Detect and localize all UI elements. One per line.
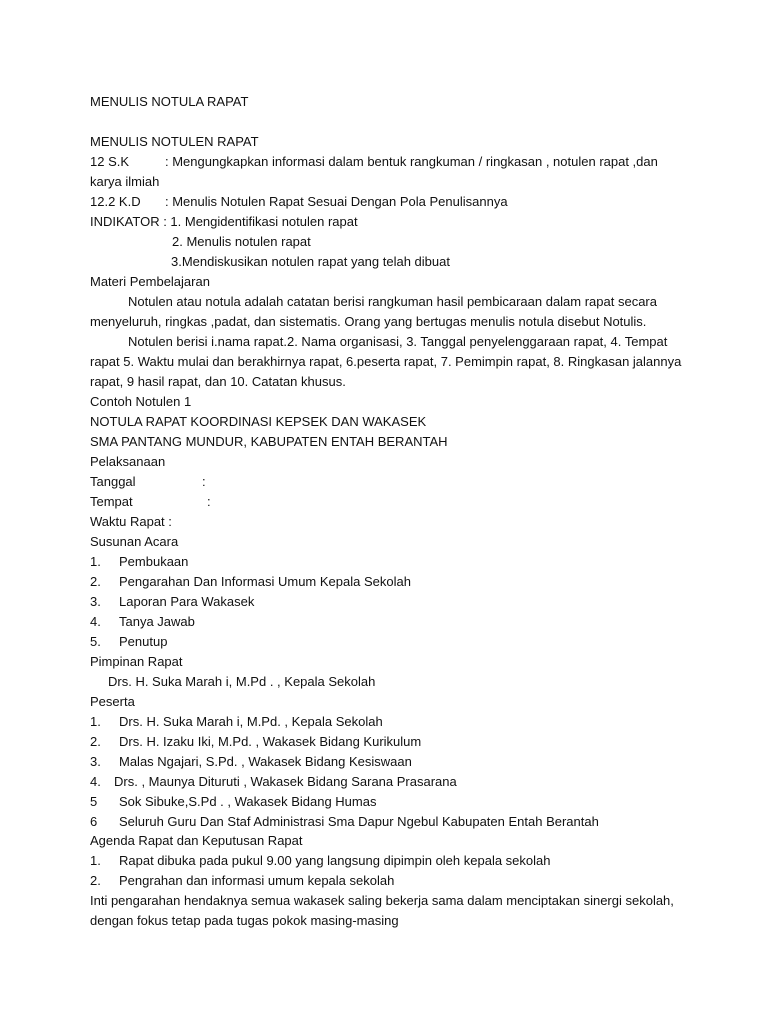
materi-p1-line2: menyeluruh, ringkas ,padat, dan sistematis. Orang yang bertugas menulis notula disebut Notulis. bbox=[90, 314, 647, 329]
susunan-heading: Susunan Acara bbox=[90, 534, 179, 549]
list-text: Drs. H. Suka Marah i, M.Pd. , Kepala Sekolah bbox=[119, 714, 383, 729]
list-item bbox=[90, 734, 422, 750]
list-item bbox=[90, 794, 377, 810]
tempat-field bbox=[90, 494, 211, 510]
list-text: Tanya Jawab bbox=[119, 614, 195, 629]
list-text: Malas Ngajari, S.Pd. , Wakasek Bidang Kesiswaan bbox=[119, 754, 412, 769]
notula-title-2: SMA PANTANG MUNDUR, KABUPATEN ENTAH BERANTAH bbox=[90, 434, 448, 449]
list-text: Pembukaan bbox=[119, 554, 189, 569]
list-number: 2. bbox=[90, 574, 101, 589]
list-text: Pengarahan Dan Informasi Umum Kepala Sekolah bbox=[119, 574, 411, 589]
tanggal-label: Tanggal bbox=[90, 474, 136, 489]
list-item bbox=[90, 554, 189, 570]
list-item bbox=[90, 574, 411, 590]
list-number: 6 bbox=[90, 814, 98, 829]
list-number: 1. bbox=[90, 853, 101, 868]
waktu-field: Waktu Rapat : bbox=[90, 514, 172, 529]
list-text: Sok Sibuke,S.Pd . , Wakasek Bidang Humas bbox=[119, 794, 377, 809]
document-title: MENULIS NOTULA RAPAT bbox=[90, 94, 249, 109]
materi-p1-line1: Notulen atau notula adalah catatan berisi rangkuman hasil pembicaraan dalam rapat secara bbox=[128, 294, 657, 309]
indikator-line-3: 3.Mendiskusikan notulen rapat yang telah dibuat bbox=[171, 254, 450, 269]
materi-p2-line1: Notulen berisi i.nama rapat.2. Nama organisasi, 3. Tanggal penyelenggaraan rapat, 4. Tempat bbox=[128, 334, 668, 349]
list-item bbox=[90, 814, 599, 830]
list-number: 1. bbox=[90, 714, 101, 729]
materi-heading: Materi Pembelajaran bbox=[90, 274, 210, 289]
tempat-colon: : bbox=[207, 494, 211, 509]
list-item bbox=[90, 594, 255, 610]
sk-continuation: karya ilmiah bbox=[90, 174, 160, 189]
list-number: 3. bbox=[90, 594, 101, 609]
materi-p2-line3: rapat, 9 hasil rapat, dan 10. Catatan khusus. bbox=[90, 374, 346, 389]
list-text: Rapat dibuka pada pukul 9.00 yang langsung dipimpin oleh kepala sekolah bbox=[119, 853, 551, 868]
inti-line-2: dengan fokus tetap pada tugas pokok masing-masing bbox=[90, 913, 399, 928]
list-text: Penutup bbox=[119, 634, 168, 649]
list-item bbox=[90, 754, 412, 770]
list-item bbox=[90, 873, 395, 889]
list-item bbox=[90, 853, 551, 869]
contoh-label: Contoh Notulen 1 bbox=[90, 394, 192, 409]
list-item bbox=[90, 774, 457, 790]
sk-code: 12 S.K bbox=[90, 154, 130, 169]
list-text: Drs. H. Izaku Iki, M.Pd. , Wakasek Bidang Kurikulum bbox=[119, 734, 422, 749]
list-text: Laporan Para Wakasek bbox=[119, 594, 255, 609]
list-number: 4. bbox=[90, 774, 101, 789]
sk-text: : Mengungkapkan informasi dalam bentuk rangkuman / ringkasan , notulen rapat ,dan bbox=[165, 154, 658, 169]
materi-p2-line2: rapat 5. Waktu mulai dan berakhirnya rapat, 6.peserta rapat, 7. Pemimpin rapat, 8. Ringkasan jalannya bbox=[90, 354, 682, 369]
indikator-line-1: INDIKATOR : 1. Mengidentifikasi notulen rapat bbox=[90, 214, 358, 229]
list-text: Drs. , Maunya Dituruti , Wakasek Bidang Sarana Prasarana bbox=[114, 774, 457, 789]
list-number: 2. bbox=[90, 734, 101, 749]
list-text: Pengrahan dan informasi umum kepala sekolah bbox=[119, 873, 395, 888]
tempat-label: Tempat bbox=[90, 494, 133, 509]
list-item bbox=[90, 634, 168, 650]
list-item bbox=[90, 714, 383, 730]
notula-title-1: NOTULA RAPAT KOORDINASI KEPSEK DAN WAKASEK bbox=[90, 414, 427, 429]
document-subtitle: MENULIS NOTULEN RAPAT bbox=[90, 134, 259, 149]
list-number: 2. bbox=[90, 873, 101, 888]
list-number: 5 bbox=[90, 794, 98, 809]
kd-code: 12.2 K.D bbox=[90, 194, 141, 209]
tanggal-colon: : bbox=[202, 474, 206, 489]
pimpinan-name: Drs. H. Suka Marah i, M.Pd . , Kepala Sekolah bbox=[108, 674, 376, 689]
kd-text: : Menulis Notulen Rapat Sesuai Dengan Pola Penulisannya bbox=[165, 194, 508, 209]
sk-line bbox=[90, 154, 658, 170]
list-number: 3. bbox=[90, 754, 101, 769]
inti-line-1: Inti pengarahan hendaknya semua wakasek saling bekerja sama dalam menciptakan sinergi sekolah, bbox=[90, 893, 674, 908]
list-number: 5. bbox=[90, 634, 101, 649]
indikator-line-2: 2. Menulis notulen rapat bbox=[172, 234, 311, 249]
list-number: 1. bbox=[90, 554, 101, 569]
list-item bbox=[90, 614, 195, 630]
kd-line bbox=[90, 194, 508, 210]
pelaksanaan-heading: Pelaksanaan bbox=[90, 454, 166, 469]
tanggal-field bbox=[90, 474, 206, 490]
pimpinan-heading: Pimpinan Rapat bbox=[90, 654, 183, 669]
list-number: 4. bbox=[90, 614, 101, 629]
list-text: Seluruh Guru Dan Staf Administrasi Sma Dapur Ngebul Kabupaten Entah Berantah bbox=[119, 814, 599, 829]
agenda-heading: Agenda Rapat dan Keputusan Rapat bbox=[90, 833, 303, 848]
peserta-heading: Peserta bbox=[90, 694, 135, 709]
